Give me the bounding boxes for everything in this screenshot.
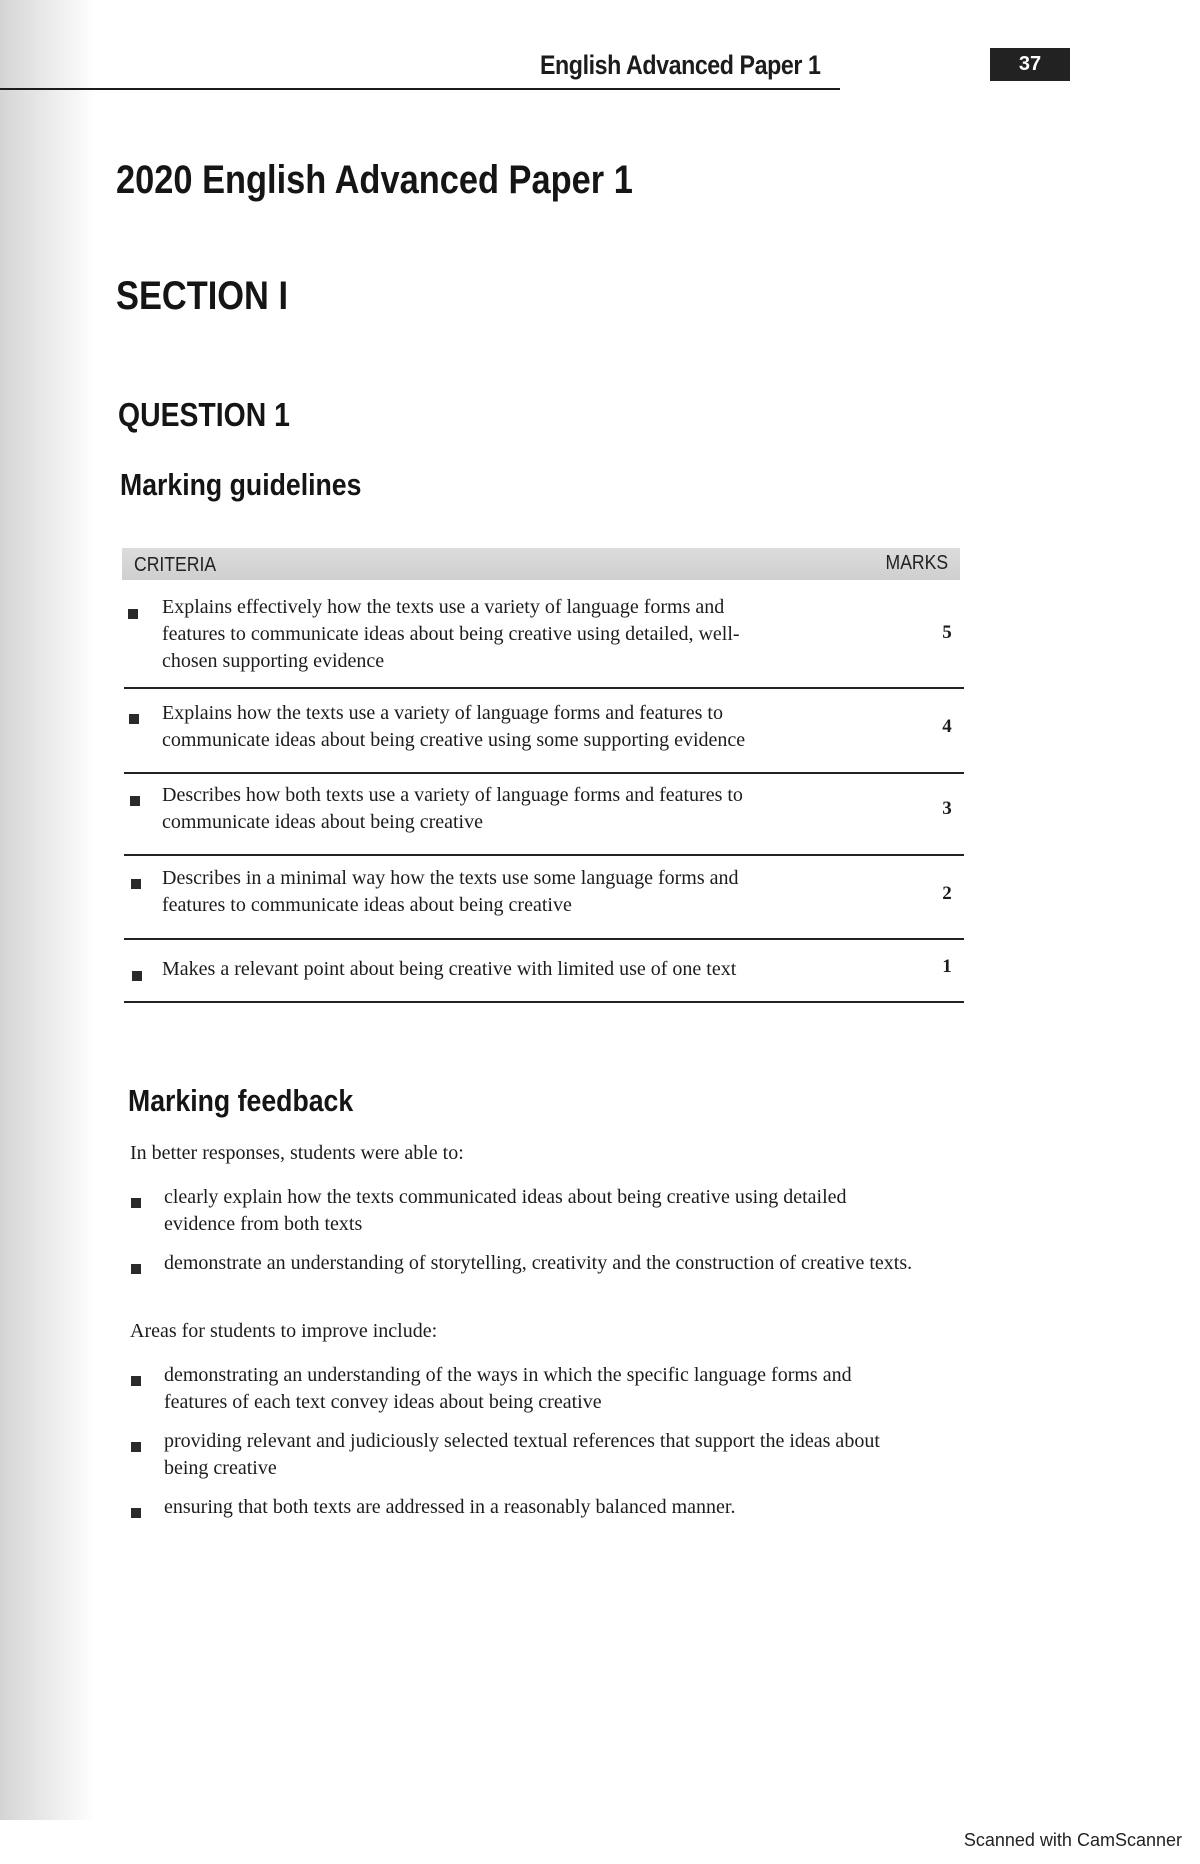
square-bullet-icon bbox=[131, 1442, 141, 1452]
page-binding-shadow bbox=[0, 0, 95, 1820]
criteria-text: Describes how both texts use a variety of language forms and features to communicate ideas about being creative bbox=[162, 784, 743, 833]
running-head: English Advanced Paper 1 bbox=[540, 50, 821, 80]
criteria-text: Explains how the texts use a variety of language forms and features to communicate ideas about being creative using some supporting evidence bbox=[162, 702, 746, 751]
square-bullet-icon bbox=[131, 1264, 141, 1274]
criteria-mark: 1 bbox=[942, 956, 952, 977]
section-heading: SECTION I bbox=[116, 274, 289, 318]
criteria-table-header bbox=[122, 548, 960, 580]
criteria-row-1 bbox=[124, 592, 964, 692]
criteria-mark: 5 bbox=[942, 622, 952, 643]
criteria-row-3 bbox=[124, 782, 964, 862]
square-bullet-icon bbox=[132, 971, 142, 981]
areas-to-improve-intro: Areas for students to improve include: bbox=[130, 1320, 438, 1342]
page-number: 37 bbox=[990, 48, 1070, 81]
square-bullet-icon bbox=[131, 1508, 141, 1518]
square-bullet-icon bbox=[131, 1376, 141, 1386]
row-divider bbox=[124, 687, 964, 689]
criteria-text: Describes in a minimal way how the texts use some language forms and features to communicate ideas about being creative bbox=[162, 867, 739, 916]
criteria-text: Explains effectively how the texts use a variety of language forms and features to communicate ideas about being creative using detailed, well- chosen supporting evidence bbox=[162, 596, 740, 672]
square-bullet-icon bbox=[128, 609, 138, 619]
marking-feedback-heading: Marking feedback bbox=[128, 1083, 354, 1118]
criteria-row-2 bbox=[124, 700, 964, 780]
criteria-text: Makes a relevant point about being creative with limited use of one text bbox=[162, 958, 737, 980]
row-divider bbox=[124, 1001, 964, 1003]
marks-column-label: MARKS bbox=[885, 552, 948, 574]
document-title: 2020 English Advanced Paper 1 bbox=[116, 158, 633, 202]
better-responses-intro: In better responses, students were able to: bbox=[130, 1142, 464, 1164]
row-divider bbox=[124, 772, 964, 774]
criteria-column-label: CRITERIA bbox=[134, 554, 217, 576]
criteria-mark: 4 bbox=[942, 716, 952, 737]
criteria-mark: 2 bbox=[942, 883, 952, 904]
row-divider bbox=[124, 938, 964, 940]
marking-guidelines-heading: Marking guidelines bbox=[120, 467, 362, 502]
header-rule bbox=[0, 88, 840, 90]
square-bullet-icon bbox=[129, 714, 139, 724]
square-bullet-icon bbox=[130, 796, 140, 806]
square-bullet-icon bbox=[131, 1198, 141, 1208]
square-bullet-icon bbox=[131, 879, 141, 889]
criteria-row-4 bbox=[124, 865, 964, 945]
question-heading: QUESTION 1 bbox=[118, 396, 290, 433]
criteria-row-5 bbox=[124, 956, 964, 1006]
criteria-mark: 3 bbox=[942, 798, 952, 819]
row-divider bbox=[124, 854, 964, 856]
scanner-watermark: Scanned with CamScanner bbox=[963, 1830, 1182, 1850]
